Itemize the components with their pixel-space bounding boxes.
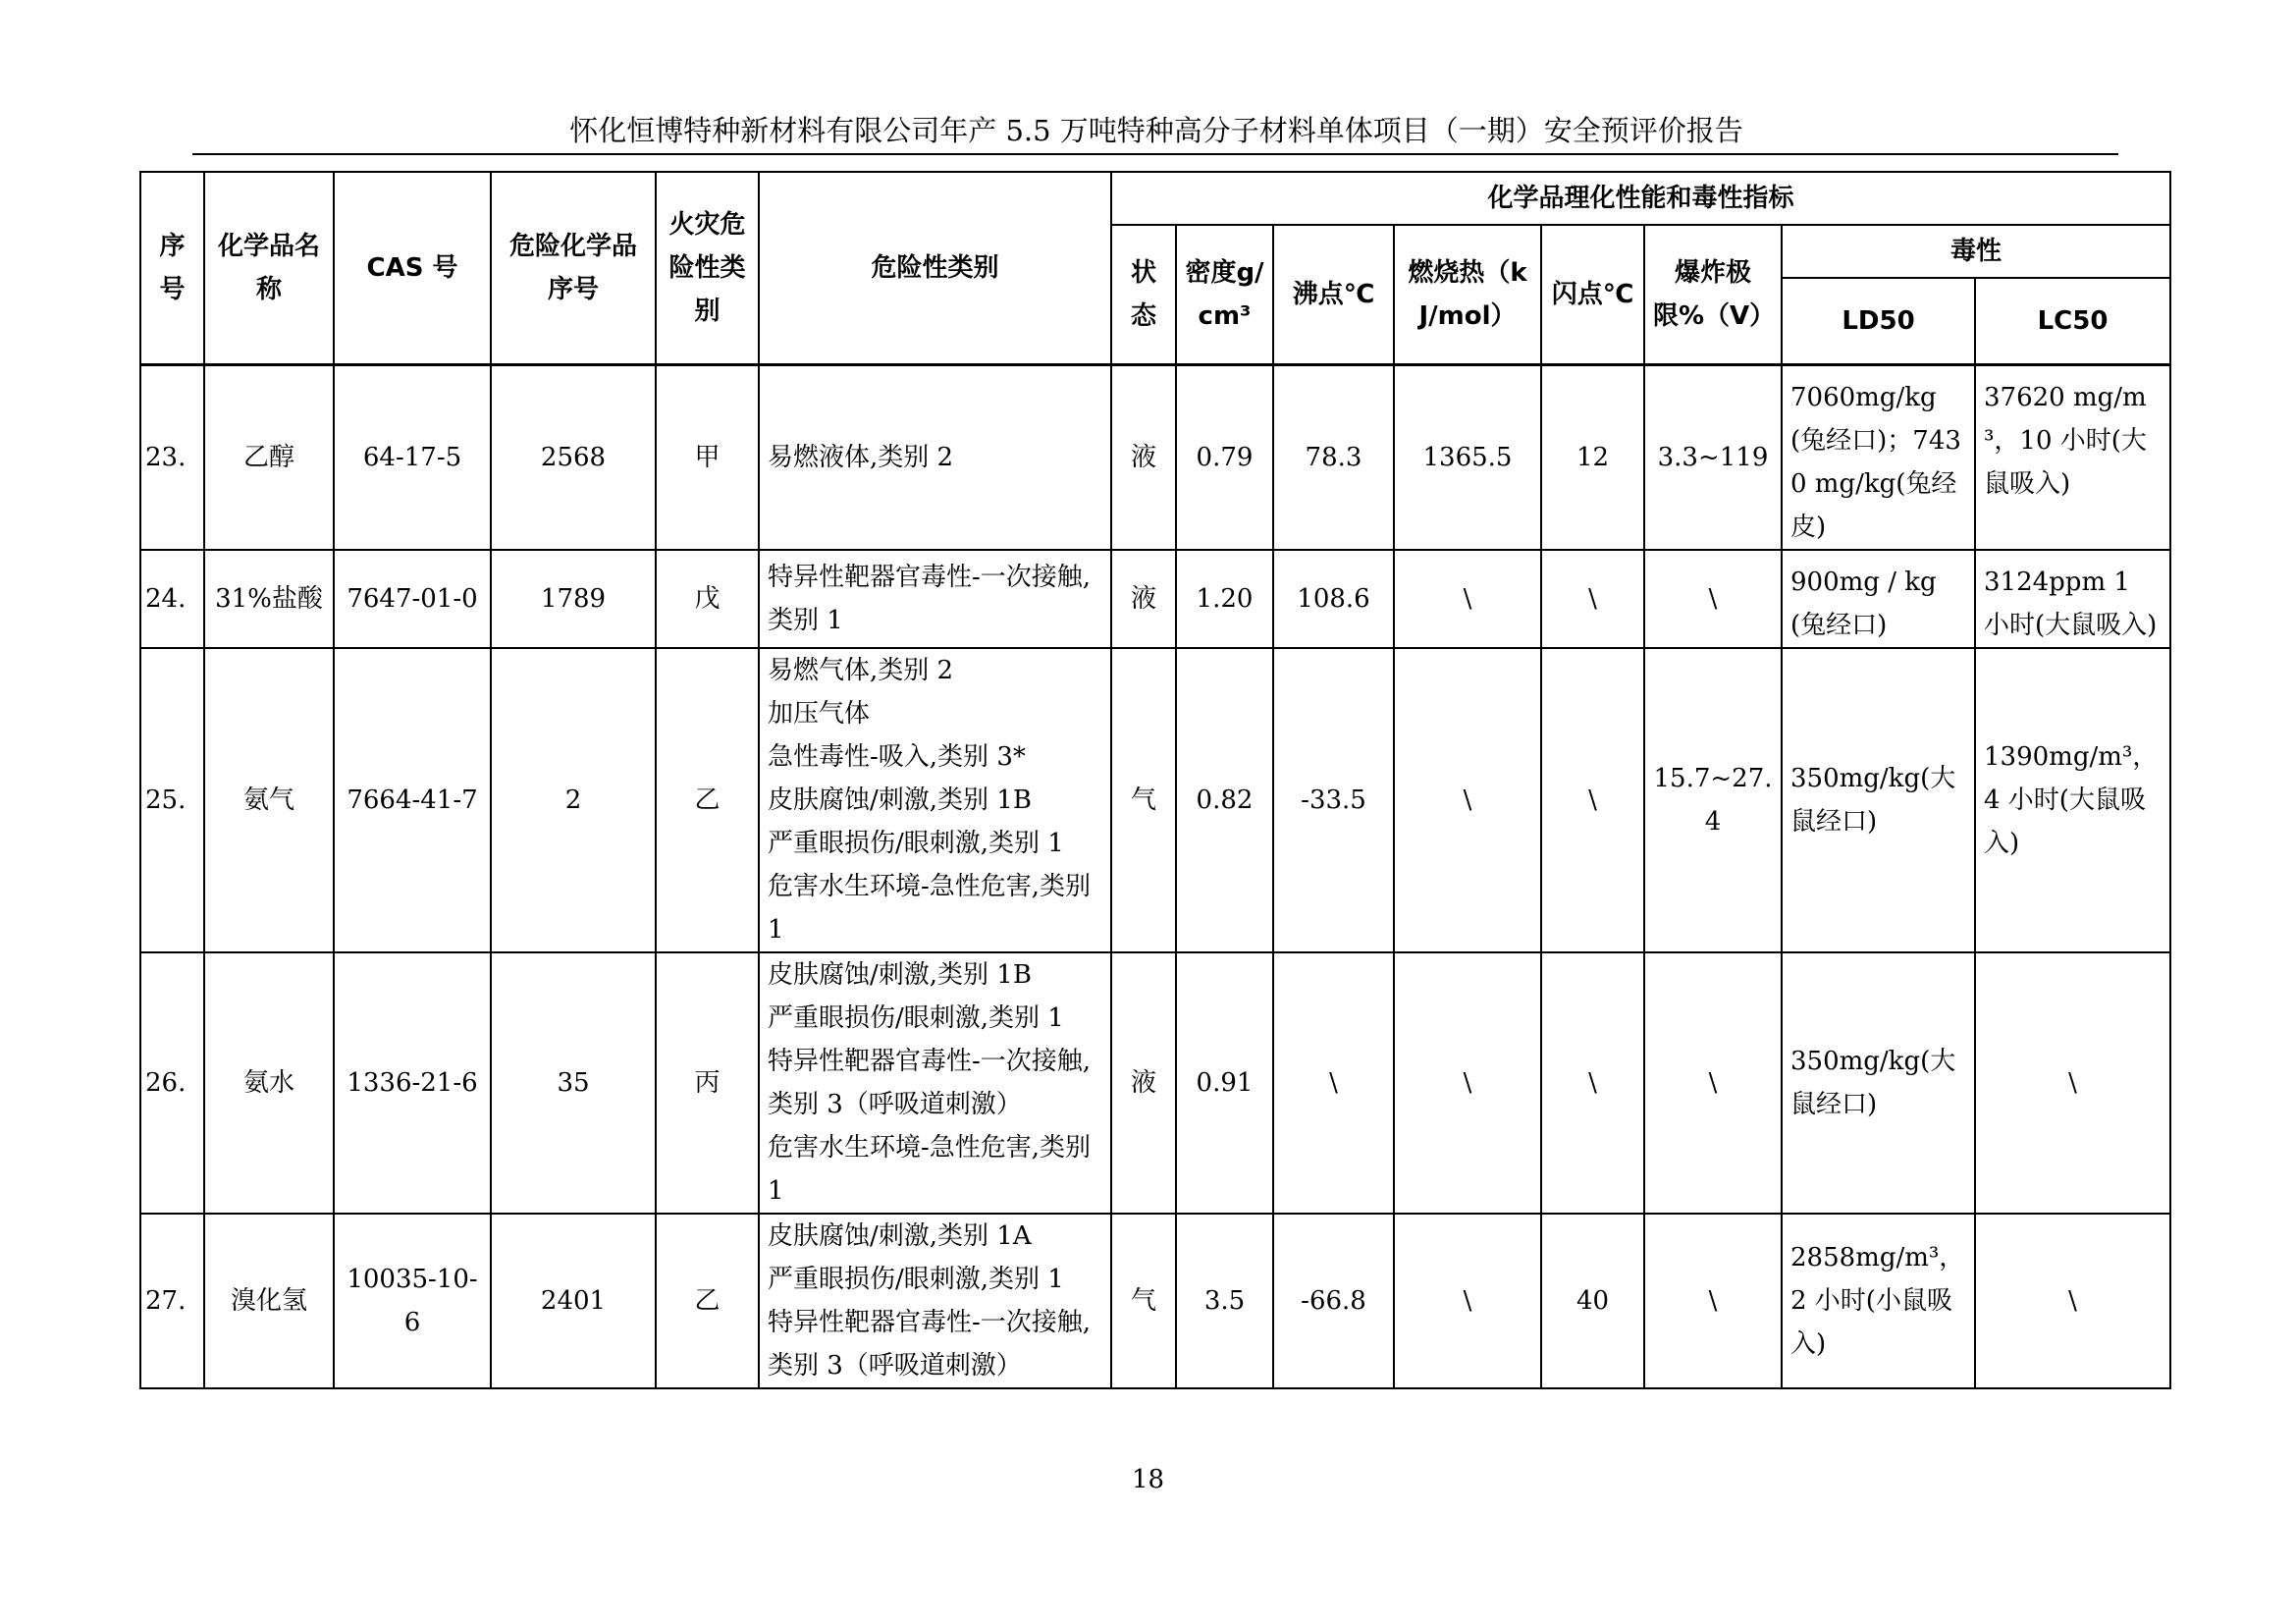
header-name: 化学品名称	[204, 172, 334, 364]
hazard-class-line: 皮肤腐蚀/刺激,类别 1B	[768, 785, 1032, 815]
hazard-class-line: 急性毒性-吸入,类别 3*	[768, 741, 1026, 772]
cell-hazchem-no: 35	[491, 952, 656, 1214]
header-hazchem-no: 危险化学品序号	[491, 172, 656, 364]
header-combustion: 燃烧热（kJ/mol）	[1394, 225, 1541, 364]
table-row	[140, 952, 2170, 1214]
cell-flash: \	[1541, 952, 1644, 1214]
cell-hazchem-no: 1789	[491, 550, 656, 648]
hazard-class-line: 危害水生环境-急性危害,类别 1	[768, 871, 1092, 945]
cell-seq: 23.	[140, 364, 204, 550]
cell-name: 溴化氢	[204, 1214, 334, 1388]
cell-lc50: \	[1975, 1214, 2170, 1388]
cell-fire-class: 乙	[656, 648, 759, 952]
cell-combustion: \	[1394, 952, 1541, 1214]
cell-flash: 12	[1541, 364, 1644, 550]
header-explosion: 爆炸极限%（V）	[1644, 225, 1782, 364]
table-row	[140, 550, 2170, 648]
cell-hazard-class	[759, 550, 1111, 648]
cell-fire-class: 甲	[656, 364, 759, 550]
header-density: 密度g/cm³	[1176, 225, 1273, 364]
running-header: 怀化恒博特种新材料有限公司年产 5.5 万吨特种高分子材料单体项目（一期）安全预评价报告	[569, 114, 1743, 147]
cell-boiling: \	[1273, 952, 1394, 1214]
cell-lc50: 1390mg/m³，4 小时(大鼠吸入)	[1975, 648, 2170, 952]
cell-cas: 7664-41-7	[334, 648, 491, 952]
table-row	[140, 1214, 2170, 1388]
chemical-properties-table	[139, 171, 2171, 1389]
hazard-class-line: 特异性靶器官毒性-一次接触,类别 3（呼吸道刺激）	[768, 1046, 1092, 1119]
hazard-class-line: 特异性靶器官毒性-一次接触,类别 3（呼吸道刺激）	[768, 1307, 1092, 1380]
cell-lc50: 37620 mg/m³，10 小时(大鼠吸入)	[1975, 364, 2170, 550]
cell-density: 1.20	[1176, 550, 1273, 648]
header-rule	[192, 153, 2118, 155]
cell-seq: 24.	[140, 550, 204, 648]
cell-lc50: 3124ppm 1 小时(大鼠吸入)	[1975, 550, 2170, 648]
cell-cas: 7647-01-0	[334, 550, 491, 648]
cell-hazard-class	[759, 952, 1111, 1214]
header-hazard-class: 危险性类别	[759, 172, 1111, 364]
cell-explosion: \	[1644, 1214, 1782, 1388]
cell-flash: 40	[1541, 1214, 1644, 1388]
header-toxicity: 毒性	[1782, 225, 2170, 278]
cell-state: 气	[1111, 1214, 1176, 1388]
cell-ld50: 900mg / kg(兔经口)	[1782, 550, 1975, 648]
cell-combustion: 1365.5	[1394, 364, 1541, 550]
cell-hazchem-no: 2568	[491, 364, 656, 550]
cell-density: 0.79	[1176, 364, 1273, 550]
cell-hazchem-no: 2	[491, 648, 656, 952]
hazard-class-line: 皮肤腐蚀/刺激,类别 1A	[768, 1220, 1032, 1251]
cell-hazard-class	[759, 364, 1111, 550]
cell-cas: 10035-10-6	[334, 1214, 491, 1388]
cell-lc50: \	[1975, 952, 2170, 1214]
cell-state: 液	[1111, 364, 1176, 550]
cell-density: 0.91	[1176, 952, 1273, 1214]
cell-name: 31%盐酸	[204, 550, 334, 648]
cell-boiling: 78.3	[1273, 364, 1394, 550]
cell-explosion: \	[1644, 952, 1782, 1214]
hazard-class-line: 易燃气体,类别 2	[768, 655, 954, 685]
cell-flash: \	[1541, 550, 1644, 648]
hazard-class-line: 严重眼损伤/眼刺激,类别 1	[768, 828, 1064, 858]
cell-cas: 64-17-5	[334, 364, 491, 550]
cell-hazard-class	[759, 648, 1111, 952]
hazard-class-line: 严重眼损伤/眼刺激,类别 1	[768, 1264, 1064, 1294]
cell-ld50: 350mg/kg(大鼠经口)	[1782, 648, 1975, 952]
cell-seq: 26.	[140, 952, 204, 1214]
cell-flash: \	[1541, 648, 1644, 952]
cell-seq: 25.	[140, 648, 204, 952]
cell-name: 乙醇	[204, 364, 334, 550]
cell-ld50: 7060mg/kg(兔经口)；7430 mg/kg(兔经皮)	[1782, 364, 1975, 550]
cell-name: 氨水	[204, 952, 334, 1214]
cell-boiling: 108.6	[1273, 550, 1394, 648]
cell-seq: 27.	[140, 1214, 204, 1388]
cell-state: 气	[1111, 648, 1176, 952]
header-boiling: 沸点℃	[1273, 225, 1394, 364]
cell-ld50: 2858mg/m³，2 小时(小鼠吸入)	[1782, 1214, 1975, 1388]
cell-cas: 1336-21-6	[334, 952, 491, 1214]
hazard-class-line: 特异性靶器官毒性-一次接触,类别 1	[768, 562, 1092, 635]
cell-state: 液	[1111, 952, 1176, 1214]
hazard-class-line: 危害水生环境-急性危害,类别 1	[768, 1132, 1092, 1206]
cell-explosion: \	[1644, 550, 1782, 648]
header-flash: 闪点℃	[1541, 225, 1644, 364]
cell-fire-class: 乙	[656, 1214, 759, 1388]
cell-fire-class: 戊	[656, 550, 759, 648]
cell-ld50: 350mg/kg(大鼠经口)	[1782, 952, 1975, 1214]
cell-combustion: \	[1394, 1214, 1541, 1388]
header-fire-class: 火灾危险性类别	[656, 172, 759, 364]
cell-fire-class: 丙	[656, 952, 759, 1214]
page-number: 18	[1131, 1465, 1165, 1494]
table-body	[140, 364, 2170, 1388]
cell-boiling: -33.5	[1273, 648, 1394, 952]
header-state: 状态	[1111, 225, 1176, 364]
cell-state: 液	[1111, 550, 1176, 648]
hazard-class-line: 易燃液体,类别 2	[768, 442, 954, 472]
cell-hazard-class	[759, 1214, 1111, 1388]
table-row	[140, 364, 2170, 550]
cell-density: 3.5	[1176, 1214, 1273, 1388]
cell-combustion: \	[1394, 550, 1541, 648]
hazard-class-line: 加压气体	[768, 698, 871, 729]
header-ld50: LD50	[1782, 278, 1975, 364]
hazard-class-line: 皮肤腐蚀/刺激,类别 1B	[768, 959, 1032, 990]
header-lc50: LC50	[1975, 278, 2170, 364]
cell-hazchem-no: 2401	[491, 1214, 656, 1388]
hazard-class-line: 严重眼损伤/眼刺激,类别 1	[768, 1002, 1064, 1033]
cell-name: 氨气	[204, 648, 334, 952]
table-row	[140, 648, 2170, 952]
header-seq: 序号	[140, 172, 204, 364]
cell-boiling: -66.8	[1273, 1214, 1394, 1388]
table-header	[140, 172, 2170, 364]
cell-explosion: 15.7~27.4	[1644, 648, 1782, 952]
cell-explosion: 3.3~119	[1644, 364, 1782, 550]
header-cas: CAS 号	[334, 172, 491, 364]
cell-combustion: \	[1394, 648, 1541, 952]
cell-density: 0.82	[1176, 648, 1273, 952]
header-properties-group: 化学品理化性能和毒性指标	[1111, 172, 2170, 225]
